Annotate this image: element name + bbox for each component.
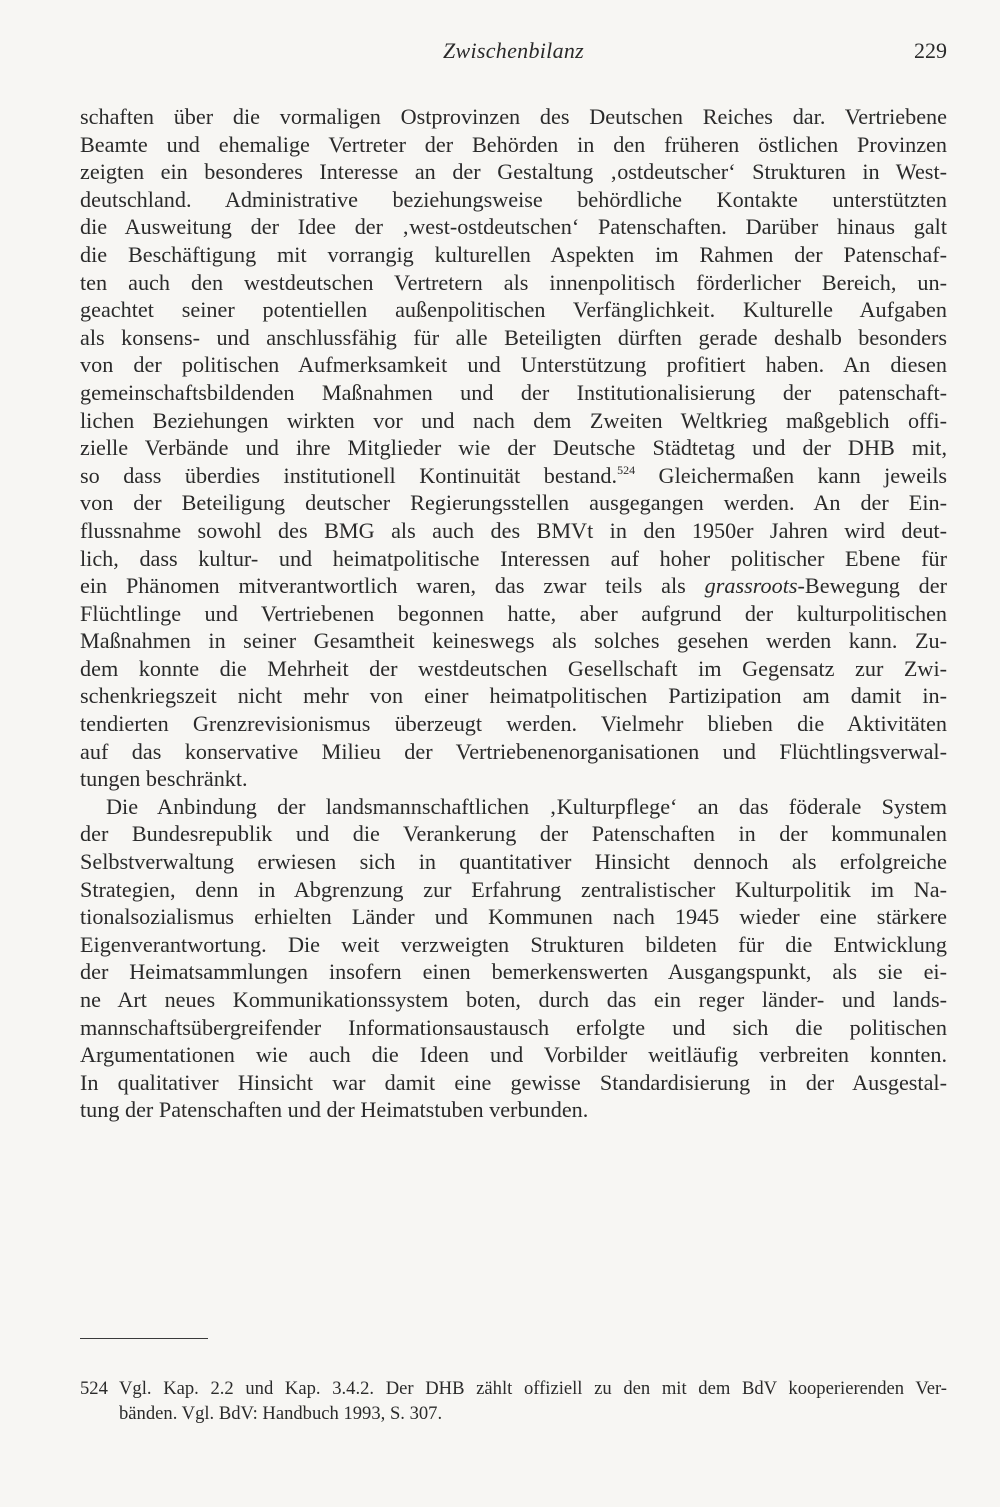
text-segment: -Bewegung der [797,573,947,599]
text-line: schenkriegszeit nicht mehr von einer heimatpolitischen Partizipation am damit in- [80,683,947,709]
footnote-line [80,1376,947,1401]
text-line: tung der Patenschaften und der Heimatstuben verbunden. [80,1097,589,1123]
text-line: schaften über die vormaligen Ostprovinzen des Deutschen Reiches dar. Vertriebene [80,104,947,129]
text-line: tendierten Grenzrevisionismus überzeugt werden. Vielmehr blieben die Aktivitäten [80,711,947,737]
text-line: Maßnahmen in seiner Gesamtheit keineswegs als solches gesehen werden kann. Zu- [80,628,947,654]
text-line: Die Anbindung der landsmannschaftlichen ‚Kulturpflege‘ an das föderale System [106,793,947,819]
footnote [80,1376,947,1426]
running-title: Zwischenbilanz [442,38,585,63]
text-line: der Bundesrepublik und die Verankerung der Patenschaften in der kommunalen [80,821,947,847]
text-line: tungen beschränkt. [80,766,248,792]
footnote-reference: 524 [617,462,636,477]
text-line: der Heimatsammlungen insofern einen bemerkenswerten Ausgangspunkt, als sie ei- [80,959,947,985]
text-line: ne Art neues Kommunikationssystem boten, durch das ein reger länder- und lands- [80,987,947,1012]
text-line: flussnahme sowohl des BMG als auch des BMVt in den 1950er Jahren wird deut- [80,517,947,543]
text-line-with-italic [80,572,947,600]
paragraph-2 [80,793,947,1124]
text-line: als konsens- und anschlussfähig für alle Beteiligten dürften gerade deshalb besonders [80,324,947,350]
text-line: Strategien, denn in Abgrenzung zur Erfahrung zentralistischer Kulturpolitik im Na- [80,876,947,902]
text-segment: Gleichermaßen kann jeweils [635,462,947,488]
text-line: Selbstverwaltung erwiesen sich in quantitativer Hinsicht dennoch als erfolgreiche [80,849,947,875]
text-line: Argumentationen wie auch die Ideen und Vorbilder weitläufig verbreiten konnten. [80,1042,947,1068]
page-number: 229 [914,38,947,63]
text-line: die Beschäftigung mit vorrangig kulturellen Aspekten im Rahmen der Patenschaf- [80,241,947,267]
text-line: gemeinschaftsbildenden Maßnahmen und der Institutionalisierung der patenschaft- [80,379,947,405]
text-line: zielle Verbände und ihre Mitglieder wie der Deutsche Städtetag und der DHB mit, [80,435,947,461]
text-line: In qualitativer Hinsicht war damit eine gewisse Standardisierung in der Ausgestal- [80,1069,947,1095]
text-line: auf das konservative Milieu der Vertriebenenorganisationen und Flüchtlingsverwal- [80,738,947,764]
text-line: tionalsozialismus erhielten Länder und Kommunen nach 1945 wieder eine stärkere [80,904,947,930]
text-line: ten auch den westdeutschen Vertretern als innenpolitisch förderlicher Bereich, un- [80,269,947,295]
text-line: dem konnte die Mehrheit der westdeutschen Gesellschaft im Gegensatz zur Zwi- [80,655,947,681]
text-segment: so dass überdies institutionell Kontinuität bestand. [80,462,618,488]
paragraph-1 [80,103,947,793]
italic-term: grassroots [704,573,798,599]
text-segment: ein Phänomen mitverantwortlich waren, das zwar teils als [80,573,705,599]
text-line: von der Beteiligung deutscher Regierungsstellen ausgegangen werden. An der Ein- [80,490,947,516]
page-header [80,34,947,68]
text-line: mannschaftsübergreifender Informationsaustausch erfolgte und sich die politischen [80,1014,947,1040]
footnote-text: Vgl. Kap. 2.2 und Kap. 3.4.2. Der DHB zählt offiziell zu den mit dem BdV kooperierenden Ver- [119,1378,947,1399]
footnote-number: 524 [80,1378,108,1399]
text-line: lichen Beziehungen wirkten vor und nach dem Zweiten Weltkrieg maßgeblich offi- [80,407,947,433]
text-line: lich, dass kultur- und heimatpolitische Interessen auf hoher politischer Ebene für [80,545,947,571]
text-line: Beamte und ehemalige Vertreter der Behörden in den früheren östlichen Provinzen [80,131,947,157]
text-line: Eigenverantwortung. Die weit verzweigten Strukturen bildeten für die Entwicklung [80,931,947,957]
footnote-divider [80,1338,208,1339]
text-line: von der politischen Aufmerksamkeit und Unterstützung profitiert haben. An diesen [80,352,947,378]
text-line: zeigten ein besonderes Interesse an der Gestaltung ‚ostdeutscher‘ Strukturen in West- [80,159,947,185]
body-text [80,103,947,1124]
text-line: Flüchtlinge und Vertriebenen begonnen hatte, aber aufgrund der kulturpolitischen [80,600,947,626]
text-line: geachtet seiner potentiellen außenpolitischen Verfänglichkeit. Kulturelle Aufgaben [80,297,947,323]
footnote-line: bänden. Vgl. BdV: Handbuch 1993, S. 307. [119,1403,443,1424]
text-line: deutschland. Administrative beziehungsweise behördliche Kontakte unterstützten [80,186,947,212]
text-line-with-footnote-ref [80,462,947,490]
text-line: die Ausweitung der Idee der ‚west-ostdeutschen‘ Patenschaften. Darüber hinaus galt [80,214,947,240]
